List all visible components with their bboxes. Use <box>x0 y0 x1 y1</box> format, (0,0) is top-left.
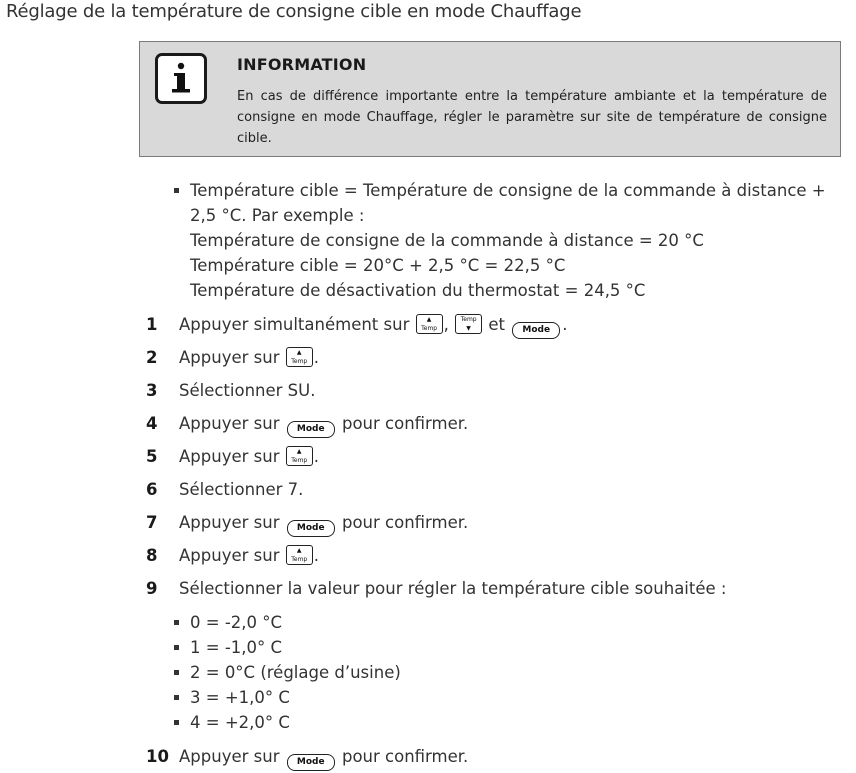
temp-down-button-icon: Temp ▼ <box>455 314 482 334</box>
information-box <box>139 41 841 157</box>
mode-button-icon: Mode <box>287 754 335 771</box>
bullet-square-icon <box>174 645 179 650</box>
bullet-line: 2,5 °C. Par exemple : <box>190 206 365 225</box>
info-icon <box>155 53 207 104</box>
list-item: 1 = -1,0° C <box>170 635 401 660</box>
temp-up-button-icon: ▲ Temp <box>416 314 443 334</box>
bullet-line: Température cible = Température de consigne de la commande à distance + <box>170 178 826 203</box>
list-item: 3 = +1,0° C <box>170 685 401 710</box>
bullet-square-icon <box>174 720 179 725</box>
list-item: 2 = 0°C (réglage d’usine) <box>170 660 401 685</box>
bullet-square-icon <box>174 620 179 625</box>
bullet-square-icon <box>174 188 179 193</box>
values-list <box>170 610 401 735</box>
target-temperature-note <box>170 178 826 303</box>
mode-button-icon: Mode <box>512 322 560 339</box>
temp-up-button-icon: ▲ Temp <box>286 347 313 367</box>
list-item: 0 = -2,0 °C <box>170 610 401 635</box>
mode-button-icon: Mode <box>287 520 335 537</box>
temp-up-button-icon: ▲ Temp <box>286 446 313 466</box>
mode-button-icon: Mode <box>287 421 335 438</box>
temp-up-button-icon: ▲ Temp <box>286 545 313 565</box>
bullet-line: Température cible = 20°C + 2,5 °C = 22,5 °C <box>190 256 566 275</box>
bullet-square-icon <box>174 670 179 675</box>
bullet-line: Température de consigne de la commande à distance = 20 °C <box>190 231 704 250</box>
list-item: 4 = +2,0° C <box>170 710 401 735</box>
info-text: En cas de différence importante entre la température ambiante et la température de consigne en mode Chauffage, régler le paramètre sur site de température de consigne cible. <box>237 89 827 146</box>
bullet-line: Température de désactivation du thermostat = 24,5 °C <box>190 281 646 300</box>
bullet-square-icon <box>174 695 179 700</box>
info-heading: INFORMATION <box>237 55 367 74</box>
page-title: Réglage de la température de consigne cible en mode Chauffage <box>6 1 582 22</box>
